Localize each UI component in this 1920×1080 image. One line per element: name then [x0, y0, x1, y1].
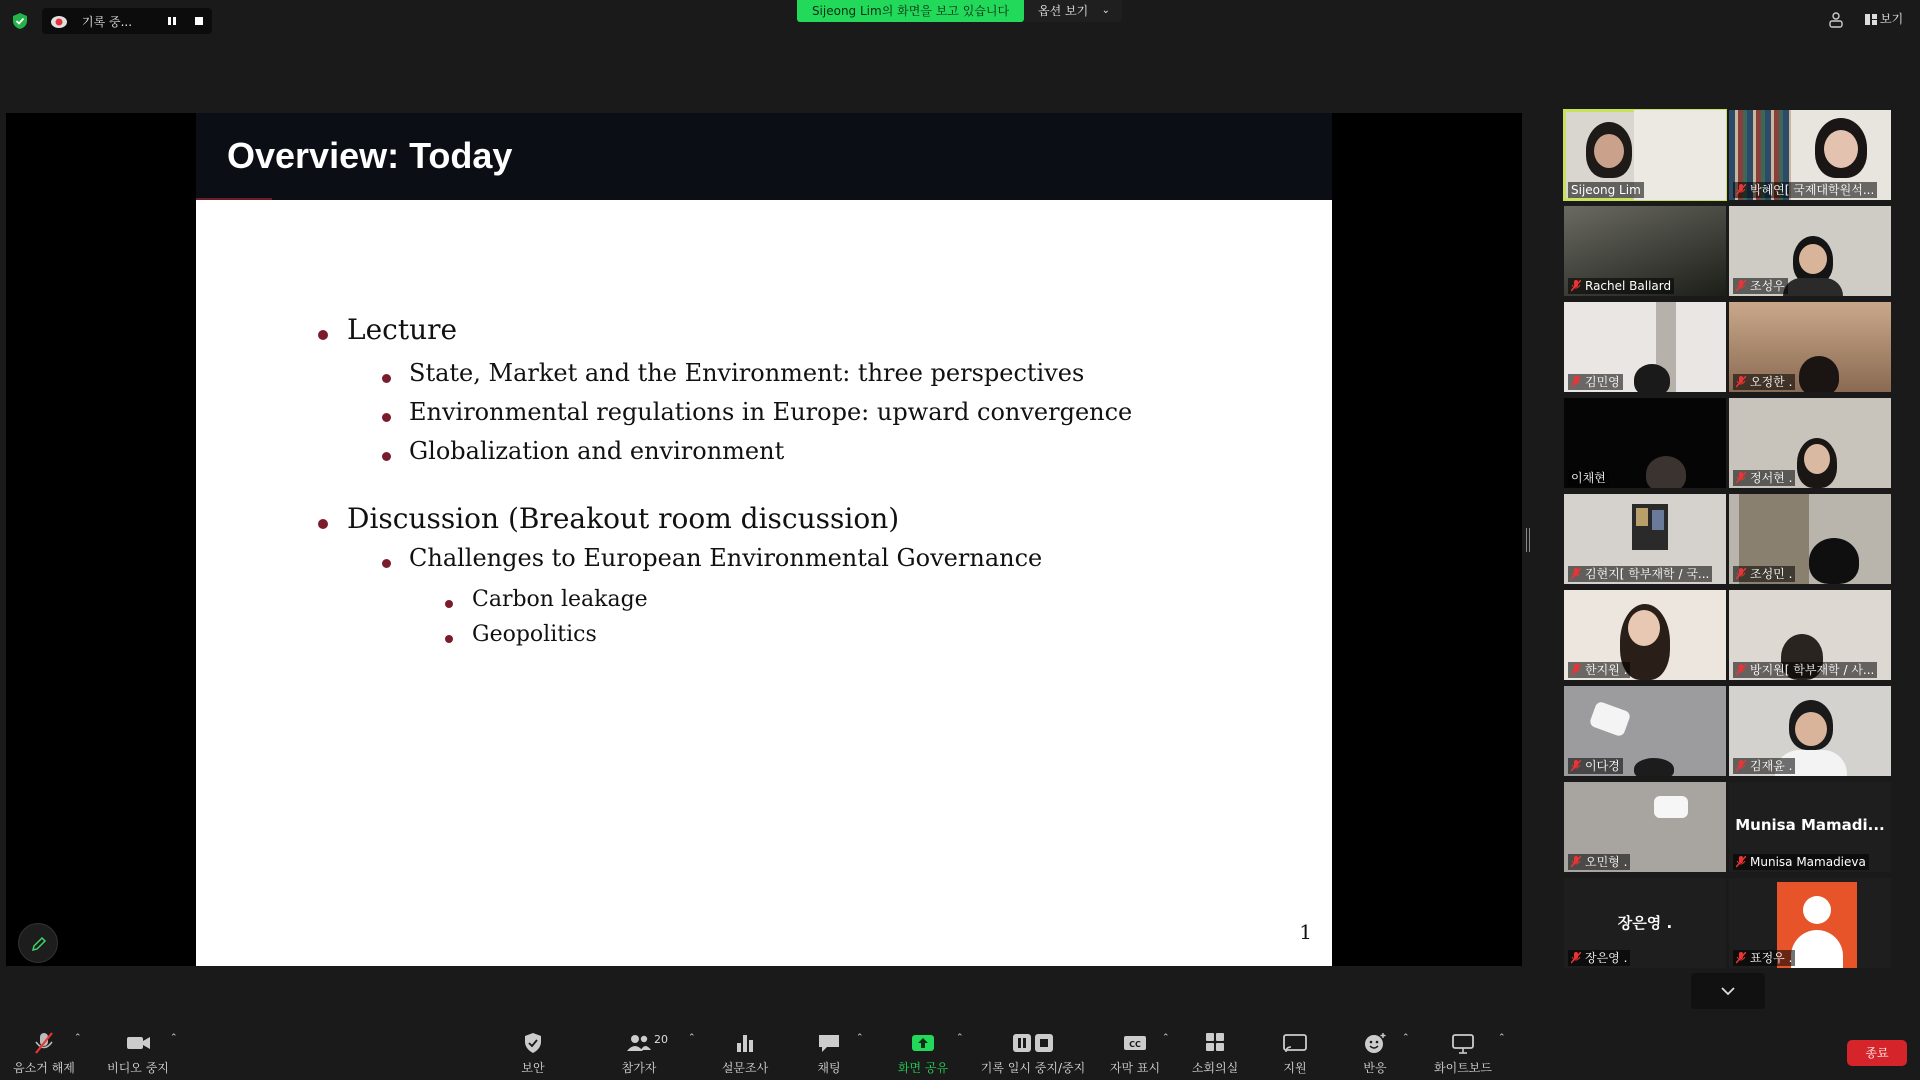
muted-mic-icon	[1736, 376, 1746, 388]
bullet-icon	[318, 519, 328, 529]
bullet-lecture: Lecture	[347, 313, 458, 346]
reactions-label: 반응	[1363, 1061, 1387, 1075]
participant-display-name: 장은영 .	[1617, 914, 1673, 932]
gallery-next-page-button[interactable]	[1691, 973, 1765, 1009]
participant-name: 이다경	[1568, 758, 1623, 774]
video-options-caret[interactable]: ⌃	[170, 1033, 178, 1043]
chat-button[interactable]	[794, 1015, 864, 1080]
muted-mic-icon	[1571, 856, 1581, 868]
bullet-lecture-1: State, Market and the Environment: three perspectives	[409, 359, 1085, 387]
view-options-label: 옵션 보기	[1038, 4, 1089, 18]
bullet-lecture-2: Environmental regulations in Europe: upward convergence	[409, 398, 1133, 426]
captions-button[interactable]	[1100, 1015, 1170, 1080]
participant-name: 박혜연[ 국제대학원석...	[1733, 182, 1877, 198]
bullet-icon	[382, 452, 391, 461]
muted-mic-icon	[1571, 376, 1581, 388]
support-button[interactable]	[1260, 1015, 1330, 1080]
muted-mic-icon	[1571, 664, 1581, 676]
stop-recording-icon[interactable]	[191, 13, 207, 29]
muted-mic-icon	[1571, 760, 1581, 772]
bullet-icon	[445, 600, 453, 608]
share-screen-icon	[909, 1031, 937, 1055]
bullet-icon	[445, 635, 453, 643]
support-label: 지원	[1283, 1061, 1307, 1075]
panel-resize-handle[interactable]	[1526, 528, 1530, 552]
participant-tile[interactable]	[1729, 206, 1891, 296]
bullet-lecture-3: Globalization and environment	[409, 437, 785, 465]
muted-mic-icon	[1736, 184, 1746, 196]
participant-tile[interactable]	[1564, 782, 1726, 872]
bullet-icon	[382, 559, 391, 568]
security-label: 보안	[521, 1061, 545, 1075]
participants-label: 참가자	[621, 1061, 657, 1075]
pause-stop-recording-button[interactable]	[978, 1015, 1088, 1080]
slide-title: Overview: Today	[227, 135, 513, 176]
chevron-down-icon: ⌄	[1101, 5, 1110, 16]
audio-options-caret[interactable]: ⌃	[74, 1033, 82, 1043]
breakout-rooms-label: 소회의실	[1191, 1061, 1239, 1075]
slide-header	[196, 113, 1332, 200]
participant-name: 김민영	[1568, 374, 1623, 390]
shield-icon	[519, 1031, 547, 1055]
view-button[interactable]	[1865, 10, 1903, 27]
closed-captions-icon	[1121, 1031, 1149, 1055]
bullet-icon	[382, 413, 391, 422]
participant-tile[interactable]	[1729, 686, 1891, 776]
participant-tile[interactable]	[1729, 110, 1891, 200]
bullet-discussion-1b: Geopolitics	[472, 622, 597, 647]
participant-name: 오민형 .	[1568, 854, 1630, 870]
reactions-options-caret[interactable]: ⌃	[1402, 1033, 1410, 1043]
muted-mic-icon	[1571, 280, 1581, 292]
video-camera-icon	[124, 1031, 152, 1055]
muted-mic-icon	[1736, 472, 1746, 484]
share-screen-button[interactable]	[888, 1015, 964, 1080]
stop-video-button[interactable]	[98, 1015, 178, 1080]
pause-stop-recording-label: 기록 일시 중지/중지	[980, 1061, 1086, 1075]
muted-mic-icon	[1736, 952, 1746, 964]
chat-label: 채팅	[817, 1061, 841, 1075]
share-screen-label: 화면 공유	[897, 1061, 949, 1075]
participant-name: 한지원 .	[1568, 662, 1630, 678]
muted-mic-icon	[1736, 280, 1746, 292]
breakout-rooms-icon	[1201, 1031, 1229, 1055]
chat-bubble-icon	[815, 1031, 843, 1055]
participant-name: 조성민 .	[1733, 566, 1795, 582]
captions-label: 자막 표시	[1109, 1061, 1161, 1075]
participant-tile[interactable]	[1729, 302, 1891, 392]
participant-tile[interactable]	[1564, 206, 1726, 296]
participant-tile[interactable]	[1564, 686, 1726, 776]
muted-mic-icon	[1571, 952, 1581, 964]
stop-video-label: 비디오 중지	[107, 1061, 169, 1075]
unmute-label: 음소거 해제	[13, 1061, 75, 1075]
slide-header-accent	[196, 198, 272, 200]
bullet-discussion-1a: Carbon leakage	[472, 587, 648, 612]
view-options-button[interactable]	[1024, 0, 1122, 22]
emoji-reaction-icon	[1361, 1031, 1389, 1055]
participant-tile[interactable]	[1729, 590, 1891, 680]
participant-name: Munisa Mamadieva	[1733, 854, 1869, 870]
participant-name: Sijeong Lim	[1568, 182, 1644, 198]
bullet-discussion: Discussion (Breakout room discussion)	[347, 502, 900, 535]
presentation-slide	[196, 113, 1332, 966]
viewing-screen-banner: Sijeong Lim의 화면을 보고 있습니다	[797, 0, 1024, 22]
participant-display-name: Munisa Mamadi...	[1735, 816, 1885, 834]
recording-label: 기록 중...	[82, 15, 133, 29]
pause-recording-icon[interactable]	[164, 13, 180, 29]
pencil-icon	[30, 935, 48, 953]
whiteboard-options-caret[interactable]: ⌃	[1498, 1033, 1506, 1043]
reactions-button[interactable]	[1340, 1015, 1410, 1080]
muted-mic-icon	[1736, 568, 1746, 580]
polls-button[interactable]	[710, 1015, 780, 1080]
meeting-toolbar	[0, 1015, 1920, 1080]
participant-tile[interactable]	[1564, 302, 1726, 392]
slide-page-number: 1	[1299, 920, 1312, 944]
participant-tile[interactable]	[1564, 590, 1726, 680]
muted-mic-icon	[1736, 664, 1746, 676]
grid-view-icon	[1865, 14, 1877, 25]
end-meeting-button[interactable]: 종료	[1847, 1040, 1907, 1066]
bullet-discussion-1: Challenges to European Environmental Governance	[409, 544, 1043, 572]
whiteboard-icon	[1449, 1031, 1477, 1055]
chevron-down-icon	[1720, 985, 1736, 997]
top-bar	[0, 0, 1920, 40]
bar-chart-icon	[731, 1031, 759, 1055]
participant-tile[interactable]	[1564, 878, 1726, 968]
participant-tile[interactable]	[1729, 494, 1891, 584]
participant-name: 이채현	[1568, 470, 1609, 486]
chat-options-caret[interactable]: ⌃	[856, 1033, 864, 1043]
participant-tile[interactable]	[1729, 398, 1891, 488]
security-shield-icon[interactable]	[12, 12, 28, 30]
muted-mic-icon	[1736, 760, 1746, 772]
polls-label: 설문조사	[721, 1061, 769, 1075]
bullet-icon	[382, 374, 391, 383]
participants-options-caret[interactable]: ⌃	[688, 1033, 696, 1043]
participants-icon	[625, 1031, 653, 1055]
unmute-button[interactable]	[4, 1015, 84, 1080]
share-options-caret[interactable]: ⌃	[956, 1033, 964, 1043]
whiteboard-button[interactable]	[1428, 1015, 1506, 1080]
pause-stop-icon	[1009, 1031, 1057, 1055]
participant-count: 20	[654, 1033, 668, 1046]
annotate-button[interactable]	[18, 923, 58, 963]
participant-tile[interactable]	[1564, 398, 1726, 488]
participant-name: 표정우 .	[1733, 950, 1795, 966]
breakout-rooms-button[interactable]	[1180, 1015, 1250, 1080]
security-button[interactable]	[498, 1015, 568, 1080]
participant-name: 오정한 .	[1733, 374, 1795, 390]
participant-name: 조성우	[1733, 278, 1788, 294]
bullet-icon	[318, 330, 328, 340]
participant-name: 방지원[ 학부재학 / 사...	[1733, 662, 1877, 678]
participant-name: 김현지[ 학부재학 / 국...	[1568, 566, 1712, 582]
participant-name: Rachel Ballard	[1568, 278, 1674, 294]
captions-options-caret[interactable]: ⌃	[1162, 1033, 1170, 1043]
participant-tile[interactable]	[1729, 878, 1891, 968]
participant-name: 김재윤 .	[1733, 758, 1795, 774]
muted-microphone-icon	[30, 1031, 58, 1055]
recording-indicator	[42, 8, 212, 34]
participant-tile[interactable]	[1564, 110, 1726, 200]
whiteboard-label: 화이트보드	[1434, 1061, 1492, 1075]
participant-tile[interactable]	[1729, 782, 1891, 872]
muted-mic-icon	[1571, 568, 1581, 580]
participant-tile[interactable]	[1564, 494, 1726, 584]
svg-text:CC: CC	[1129, 1040, 1141, 1049]
participant-name: 장은영 .	[1568, 950, 1630, 966]
participant-name: 정서현 .	[1733, 470, 1795, 486]
cloud-record-icon	[50, 13, 68, 29]
participants-button[interactable]	[604, 1015, 696, 1080]
view-label: 보기	[1880, 12, 1904, 26]
muted-mic-icon	[1736, 856, 1746, 868]
remote-support-icon	[1281, 1031, 1309, 1055]
immersive-view-icon[interactable]	[1828, 11, 1844, 29]
